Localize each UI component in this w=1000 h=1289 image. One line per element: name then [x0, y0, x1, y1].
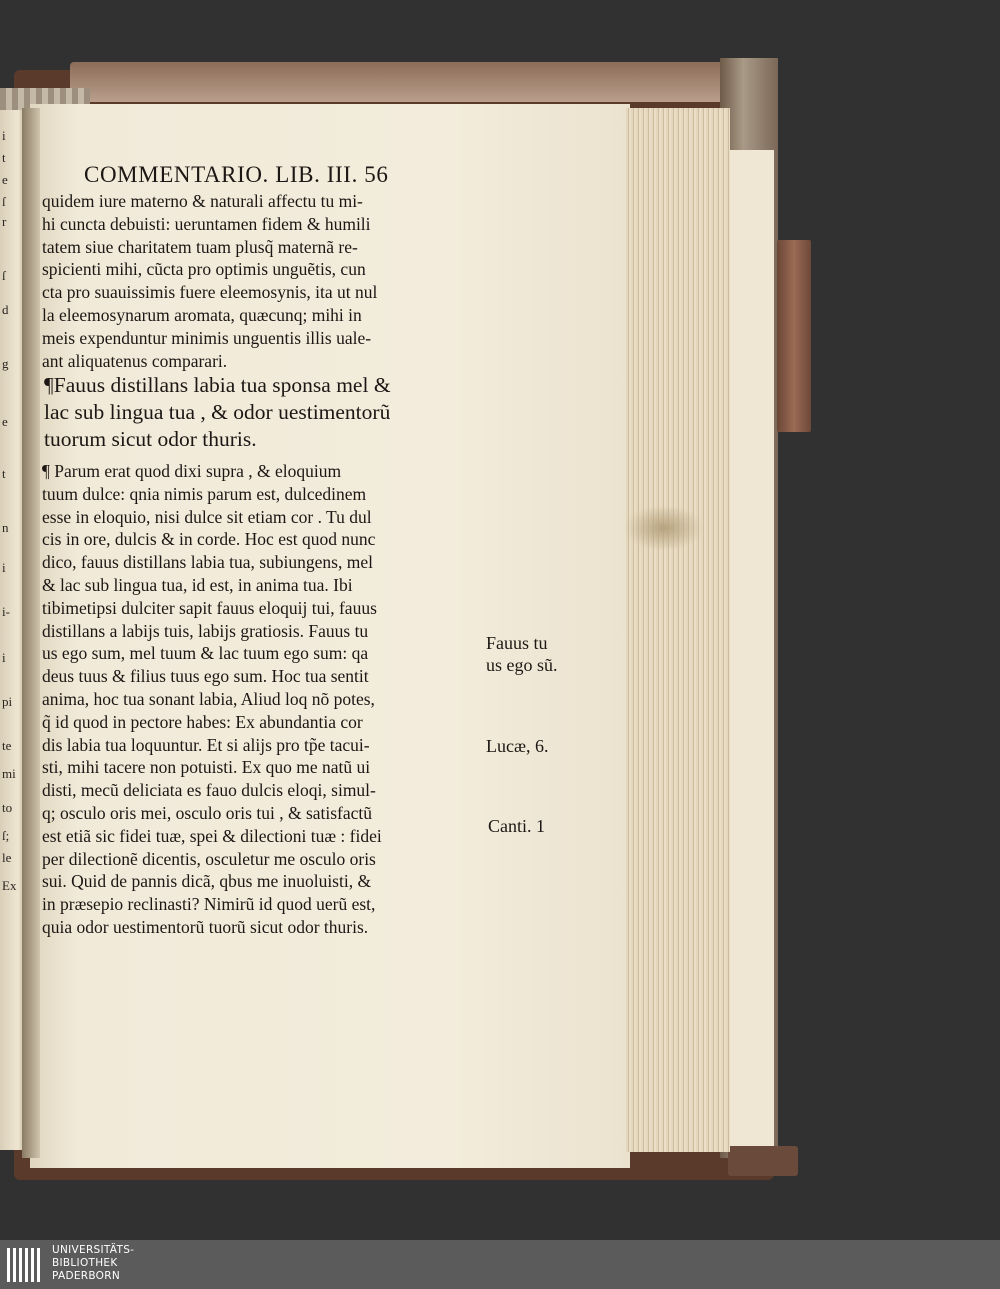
text-line: la eleemosynarum aromata, quæcunq; mihi in [42, 305, 362, 325]
left-page-fragment: d [2, 302, 9, 317]
text-line: distillans a labijs tuis, labijs gratiosis. Fauus tu [42, 620, 369, 641]
left-page-fragment: t [2, 150, 6, 165]
text-line: quidem iure materno & naturali affectu tu mi- [42, 191, 363, 211]
left-page-fragment: mi [2, 766, 16, 781]
text-line: disti, mecũ deliciata es fauo dulcis eloqi, simul- [42, 780, 376, 801]
text-line: sui. Quid de pannis dicã, qbus me inuoluisti, & [42, 871, 372, 892]
text-line: anima, hoc tua sonant labia, Aliud loq nõ potes, [42, 689, 375, 709]
library-name [52, 1244, 134, 1283]
left-page-fragment: i [2, 650, 6, 665]
text-line: us ego sum, mel tuum & lac tuum ego sum: qa [42, 643, 369, 664]
text-line: in præsepio reclinasti? Nimirũ id quod uerũ est, [42, 894, 376, 915]
text-line: tuorum sicut odor thuris. [44, 427, 257, 451]
text-line: hi cuncta debuisti: ueruntamen fidem & humili [42, 213, 371, 234]
text-line: sti, mihi tacere non potuisti. Ex quo me natũ ui [42, 757, 371, 778]
text-line: esse in eloquio, nisi dulce sit etiam cor . Tu dul [42, 506, 372, 527]
text-line: tuum dulce: qnia nimis parum est, dulcedinem [42, 483, 367, 504]
library-name-line: BIBLIOTHEK [52, 1257, 118, 1269]
text-line: q; osculo oris mei, osculo oris tui , & satisfactũ [42, 803, 373, 823]
left-page-fragment: i [2, 560, 6, 575]
page-block-edges [626, 108, 730, 1152]
left-page-fragment: ſ; [2, 828, 10, 843]
page-edge-stain [624, 505, 704, 551]
text-line: tibimetipsi dulciter sapit fauus eloquij tui, fauus [42, 597, 377, 618]
left-page-fragment: g [2, 356, 9, 371]
text-line: dico, fauus distillans labia tua, subiungens, mel [42, 552, 373, 573]
left-page-fragment: i [2, 128, 6, 143]
university-library-logo-icon [6, 1244, 44, 1284]
margin-note-canti [488, 816, 545, 837]
library-name-line: UNIVERSITÄTS- [52, 1244, 135, 1256]
text-line: ant aliquatenus comparari. [42, 350, 228, 371]
left-page-fragment: te [2, 738, 12, 753]
text-line: dis labia tua loquuntur. Et si alijs pro tp̃e tacui- [42, 734, 370, 755]
margin-note-fauus [486, 632, 558, 676]
left-page-fragment: e [2, 172, 8, 187]
text-line: cis in ore, dulcis & in corde. Hoc est quod nunc [42, 529, 376, 550]
text-line: & lac sub lingua tua, id est, in anima tua. Ibi [42, 575, 353, 595]
left-page-fragment: e [2, 414, 8, 429]
text-line: ¶ Parum erat quod dixi supra , & eloquium [42, 461, 342, 481]
left-page-fragment: ſ [2, 194, 6, 209]
book-cover-top-edge [70, 62, 770, 102]
margin-note-line: us ego sũ. [486, 655, 558, 675]
text-line: quia odor uestimentorũ tuorũ sicut odor thuris. [42, 917, 369, 937]
running-header: COMMENTARIO. LIB. III. 56 [84, 162, 389, 187]
page-gutter [22, 108, 40, 1158]
margin-note-lucae [486, 736, 549, 757]
text-line: per dilectionẽ dicentis, osculetur me osculo oris [42, 848, 376, 869]
footer-bar [0, 1240, 1000, 1289]
text-line: tatem siue charitatem tuam plusq̃ maternã re- [42, 236, 358, 257]
margin-note-line: Fauus tu [486, 633, 548, 653]
text-line: q̃ id quod in pectore habes: Ex abundantia cor [42, 711, 363, 732]
text-line: spicienti mihi, cũcta pro optimis unguẽtis, cun [42, 259, 366, 280]
left-page-fragment: Ex [2, 878, 17, 893]
left-page-fragment: le [2, 850, 12, 865]
left-page-fragment: i- [2, 604, 10, 619]
left-page-fragment: pi [2, 694, 13, 709]
left-page-fragment: n [2, 520, 9, 535]
left-page-fragment: r [2, 214, 7, 229]
left-page-fragment: ſ [2, 268, 6, 283]
book-cover-bottom-corner [728, 1146, 798, 1176]
text-line: lac sub lingua tua , & odor uestimentorũ [44, 400, 391, 424]
text-line: cta pro suauissimis fuere eleemosynis, ita ut nul [42, 282, 378, 303]
left-page-fragment: t [2, 466, 6, 481]
text-line: deus tuus & filius tuus ego sum. Hoc tua sentit [42, 666, 369, 687]
margin-note-line: Canti. 1 [488, 816, 545, 836]
text-line: est etiã sic fidei tuæ, spei & dilectioni tuæ : fidei [42, 825, 382, 846]
text-line: ¶Fauus distillans labia tua sponsa mel & [44, 373, 391, 397]
left-page-fragment: to [2, 800, 13, 815]
leather-tab-marker [777, 240, 811, 432]
text-line: meis expenduntur minimis unguentis illis uale- [42, 327, 372, 348]
margin-note-line: Lucæ, 6. [486, 736, 549, 756]
library-name-line: PADERBORN [52, 1270, 120, 1282]
